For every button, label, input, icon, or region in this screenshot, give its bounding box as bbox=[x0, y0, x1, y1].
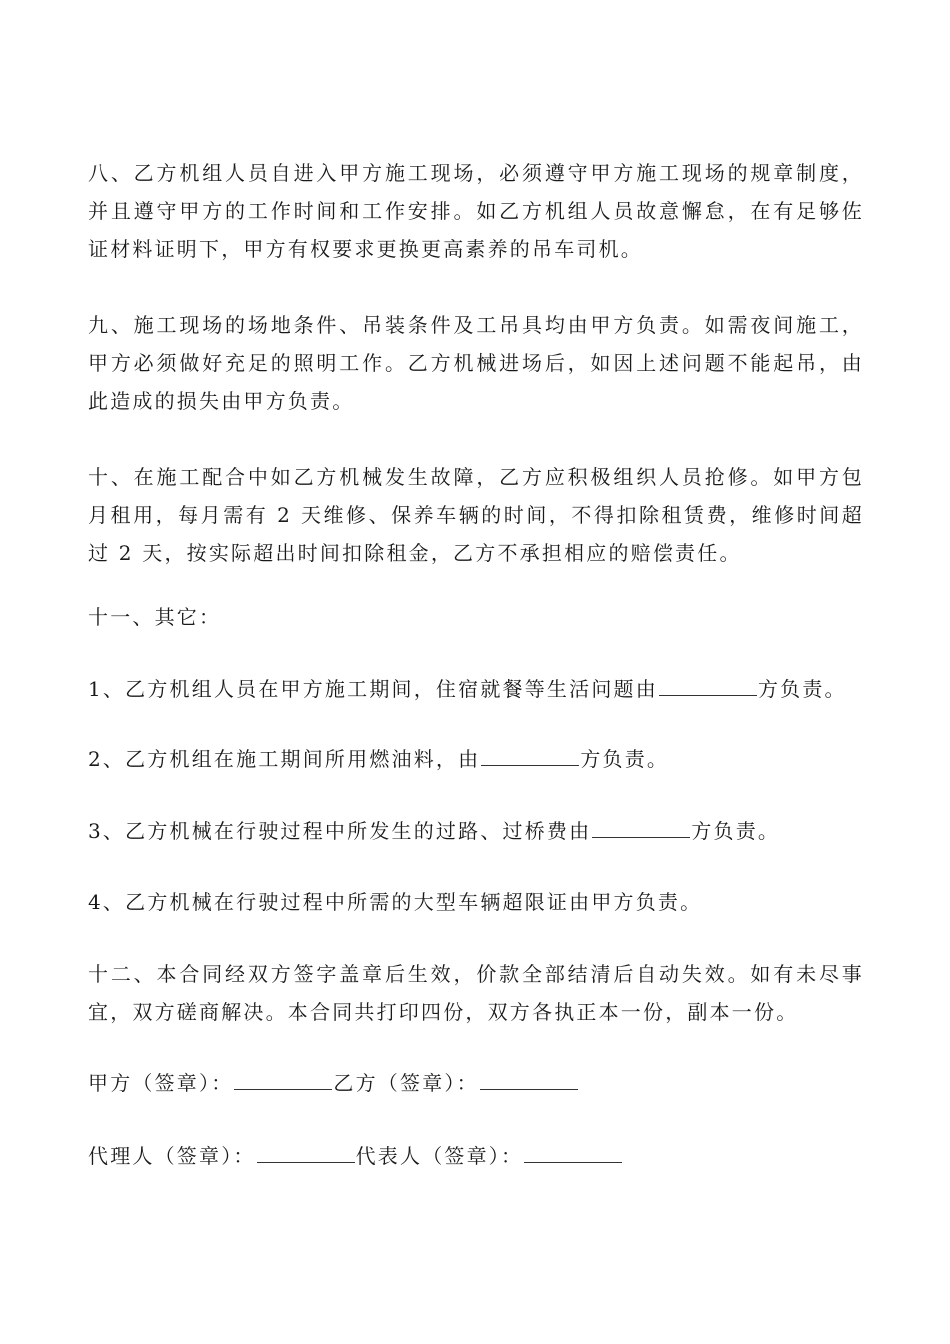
clause-11-item-1 bbox=[88, 670, 864, 708]
party-a-signature-blank bbox=[234, 1067, 332, 1090]
clause-11-item-3-suffix: 方负责。 bbox=[691, 819, 781, 843]
fill-blank-line bbox=[481, 743, 579, 766]
clause-11-item-1-text: 1、乙方机组人员在甲方施工期间，住宿就餐等生活问题由 bbox=[88, 677, 658, 701]
signature-line-agents bbox=[88, 1137, 864, 1175]
signature-line-parties bbox=[88, 1064, 864, 1102]
agent-signature-blank bbox=[257, 1140, 355, 1163]
fill-blank-line bbox=[592, 815, 690, 838]
clause-10: 十、在施工配合中如乙方机械发生故障，乙方应积极组织人员抢修。如甲方包月租用，每月需有 2 天维修、保养车辆的时间，不得扣除租赁费，维修时间超过 2 天，按实际超出时间扣除租金，乙方不承担相应的赔偿责任。 bbox=[88, 465, 864, 565]
clause-11-item-3-text: 3、乙方机械在行驶过程中所发生的过路、过桥费由 bbox=[88, 819, 592, 843]
clause-12: 十二、本合同经双方签字盖章后生效，价款全部结清后自动失效。如有未尽事宜，双方磋商解决。本合同共打印四份，双方各执正本一份，副本一份。 bbox=[88, 962, 864, 1024]
party-a-signature-label: 甲方（签章）： bbox=[88, 1071, 234, 1095]
clause-11-title: 十一、其它： bbox=[88, 605, 222, 629]
fill-blank-line bbox=[659, 673, 757, 696]
agent-signature-label: 代理人（签章）： bbox=[88, 1144, 256, 1168]
representative-signature-label: 代表人（签章）： bbox=[355, 1144, 524, 1168]
clause-11-item-4: 4、乙方机械在行驶过程中所需的大型车辆超限证由甲方负责。 bbox=[88, 890, 703, 914]
clause-9: 九、施工现场的场地条件、吊装条件及工吊具均由甲方负责。如需夜间施工，甲方必须做好充足的照明工作。乙方机械进场后，如因上述问题不能起吊，由此造成的损失由甲方负责。 bbox=[88, 313, 864, 413]
clause-11-item-2-suffix: 方负责。 bbox=[580, 747, 670, 771]
party-b-signature-label: 乙方（签章）： bbox=[333, 1071, 479, 1095]
clause-11-item-3 bbox=[88, 812, 864, 850]
representative-signature-blank bbox=[524, 1140, 622, 1163]
clause-11-item-2-text: 2、乙方机组在施工期间所用燃油料，由 bbox=[88, 747, 481, 771]
clause-11-item-1-suffix: 方负责。 bbox=[757, 677, 847, 701]
clause-11-item-2 bbox=[88, 740, 864, 778]
party-b-signature-blank bbox=[480, 1067, 578, 1090]
clause-8: 八、乙方机组人员自进入甲方施工现场，必须遵守甲方施工现场的规章制度，并且遵守甲方的工作时间和工作安排。如乙方机组人员故意懈怠，在有足够佐证材料证明下，甲方有权要求更换更高素养的吊车司机。 bbox=[88, 161, 864, 261]
